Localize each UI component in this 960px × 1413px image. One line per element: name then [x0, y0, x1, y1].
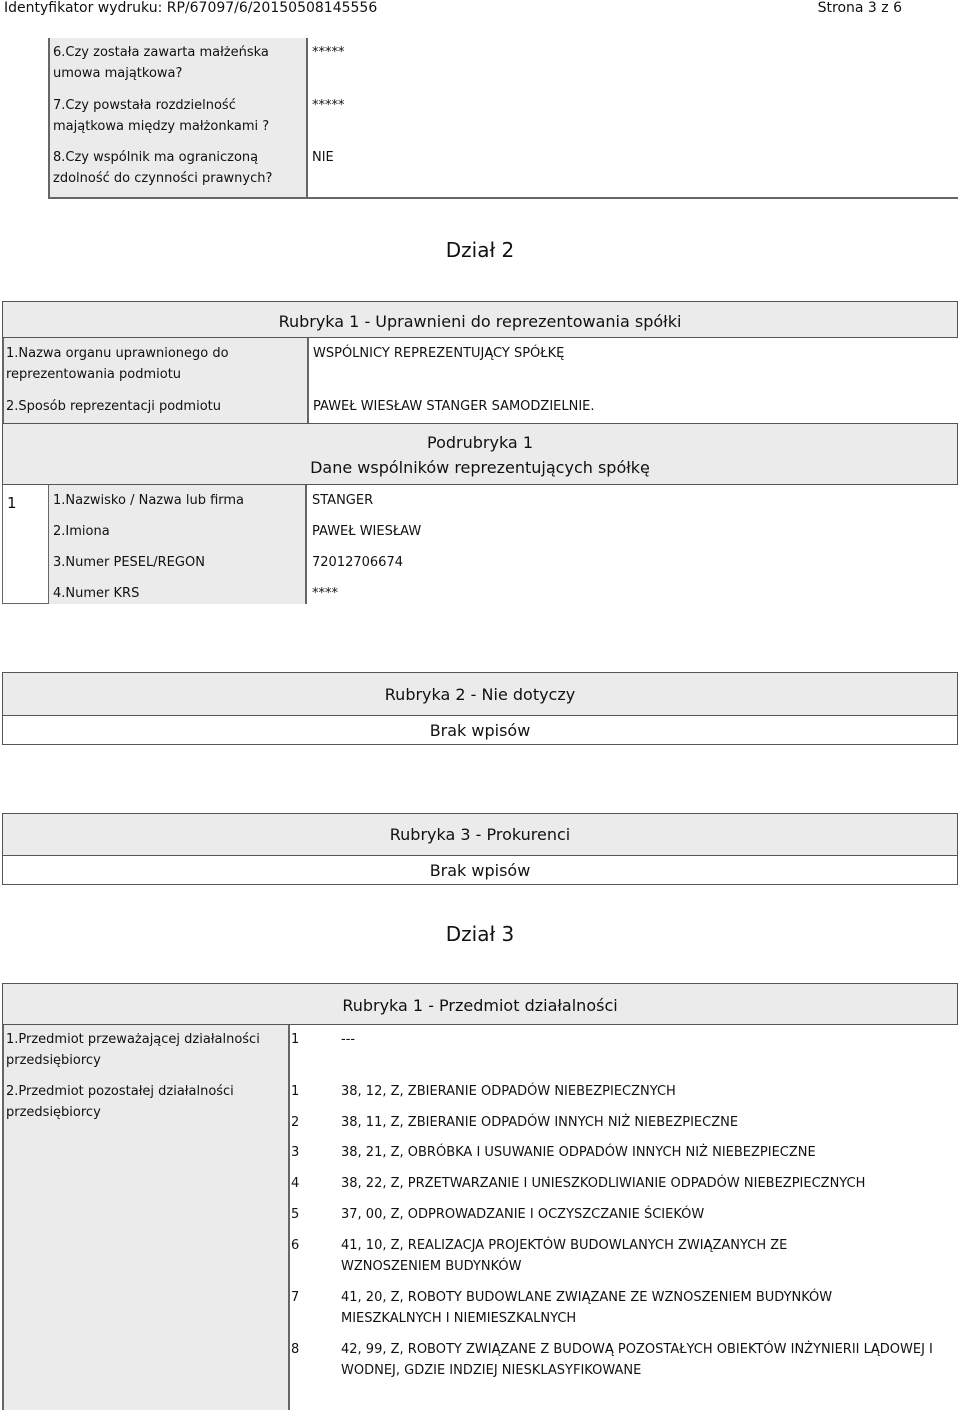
- question-8-value: NIE: [312, 150, 334, 165]
- activity-1-text: 38, 12, Z, ZBIERANIE ODPADÓW NIEBEZPIECZNYCH: [341, 1084, 676, 1099]
- krs-label: 4.Numer KRS: [53, 586, 140, 601]
- rubryka-3-title: Rubryka 3 - Prokurenci: [389, 825, 571, 844]
- activity-3-text: 38, 21, Z, OBRÓBKA I USUWANIE ODPADÓW INNYCH NIŻ NIEBEZPIECZNE: [341, 1145, 816, 1160]
- activity-6-num: 6: [291, 1238, 300, 1253]
- activity-8-num: 8: [291, 1342, 300, 1357]
- activity-2-text: 38, 11, Z, ZBIERANIE ODPADÓW INNYCH NIŻ NIEBEZPIECZNE: [341, 1115, 739, 1130]
- representation-value: PAWEŁ WIESŁAW STANGER SAMODZIELNIE.: [313, 399, 595, 414]
- podrubryka-1-title: Podrubryka 1: [427, 433, 533, 452]
- activity-5-num: 5: [291, 1207, 300, 1222]
- activity-8-text: 42, 99, Z, ROBOTY ZWIĄZANE Z BUDOWĄ POZOSTAŁYCH OBIEKTÓW INŻYNIERII LĄDOWEJ I WODNEJ, GDZIE INDZIEJ NIESKLASYFIKOWANE: [341, 1342, 933, 1378]
- surname-value: STANGER: [312, 493, 374, 508]
- main-activity-text: ---: [341, 1032, 356, 1047]
- rubryka-2-empty: Brak wpisów: [429, 721, 531, 740]
- pesel-label: 3.Numer PESEL/REGON: [53, 555, 205, 570]
- rubryka-3-empty: Brak wpisów: [429, 861, 531, 880]
- podrubryka-1-subtitle: Dane wspólników reprezentujących spółkę: [310, 458, 650, 477]
- organ-label: 1.Nazwa organu uprawnionego do reprezentowania podmiotu: [6, 346, 229, 382]
- question-7-value: *****: [312, 98, 345, 113]
- representation-label: 2.Sposób reprezentacji podmiotu: [6, 399, 221, 414]
- main-activity-label: 1.Przedmiot przeważającej działalności przedsiębiorcy: [6, 1032, 260, 1068]
- page-number: Strona 3 z 6: [817, 0, 902, 16]
- krs-value: ****: [312, 586, 338, 601]
- activity-3-num: 3: [291, 1145, 300, 1160]
- first-names-value: PAWEŁ WIESŁAW: [312, 524, 422, 539]
- przedmiot-title: Rubryka 1 - Przedmiot działalności: [342, 996, 618, 1015]
- question-6-label: 6.Czy została zawarta małżeńska umowa majątkowa?: [53, 45, 269, 81]
- question-7-label: 7.Czy powstała rozdzielność majątkowa między małżonkami ?: [53, 98, 270, 134]
- activity-4-num: 4: [291, 1176, 300, 1191]
- activity-4-text: 38, 22, Z, PRZETWARZANIE I UNIESZKODLIWIANIE ODPADÓW NIEBEZPIECZNYCH: [341, 1176, 866, 1191]
- organ-value: WSPÓLNICY REPREZENTUJĄCY SPÓŁKĘ: [313, 346, 565, 361]
- first-names-label: 2.Imiona: [53, 524, 110, 539]
- print-identifier: Identyfikator wydruku: RP/67097/6/20150508145556: [4, 0, 378, 16]
- rubryka-2-title: Rubryka 2 - Nie dotyczy: [384, 685, 576, 704]
- section-title-dzial-3: Dział 3: [445, 922, 515, 946]
- activity-2-num: 2: [291, 1115, 300, 1130]
- main-activity-num: 1: [291, 1032, 300, 1047]
- activity-6-text: 41, 10, Z, REALIZACJA PROJEKTÓW BUDOWLANYCH ZWIĄZANYCH ZE WZNOSZENIEM BUDYNKÓW: [341, 1238, 788, 1274]
- rubryka-1-title: Rubryka 1 - Uprawnieni do reprezentowania spółki: [278, 312, 682, 331]
- surname-label: 1.Nazwisko / Nazwa lub firma: [53, 493, 245, 508]
- question-6-value: *****: [312, 45, 345, 60]
- activity-5-text: 37, 00, Z, ODPROWADZANIE I OCZYSZCZANIE ŚCIEKÓW: [341, 1207, 705, 1222]
- activity-7-num: 7: [291, 1290, 300, 1305]
- partner-index: 1: [7, 494, 17, 512]
- activity-7-text: 41, 20, Z, ROBOTY BUDOWLANE ZWIĄZANE ZE WZNOSZENIEM BUDYNKÓW MIESZKALNYCH I NIEMIESZKALNYCH: [341, 1290, 833, 1326]
- activity-1-num: 1: [291, 1084, 300, 1099]
- section-title-dzial-2: Dział 2: [445, 238, 515, 262]
- other-activity-label: 2.Przedmiot pozostałej działalności przedsiębiorcy: [6, 1084, 234, 1120]
- pesel-value: 72012706674: [312, 555, 403, 570]
- question-8-label: 8.Czy wspólnik ma ograniczoną zdolność do czynności prawnych?: [53, 150, 273, 186]
